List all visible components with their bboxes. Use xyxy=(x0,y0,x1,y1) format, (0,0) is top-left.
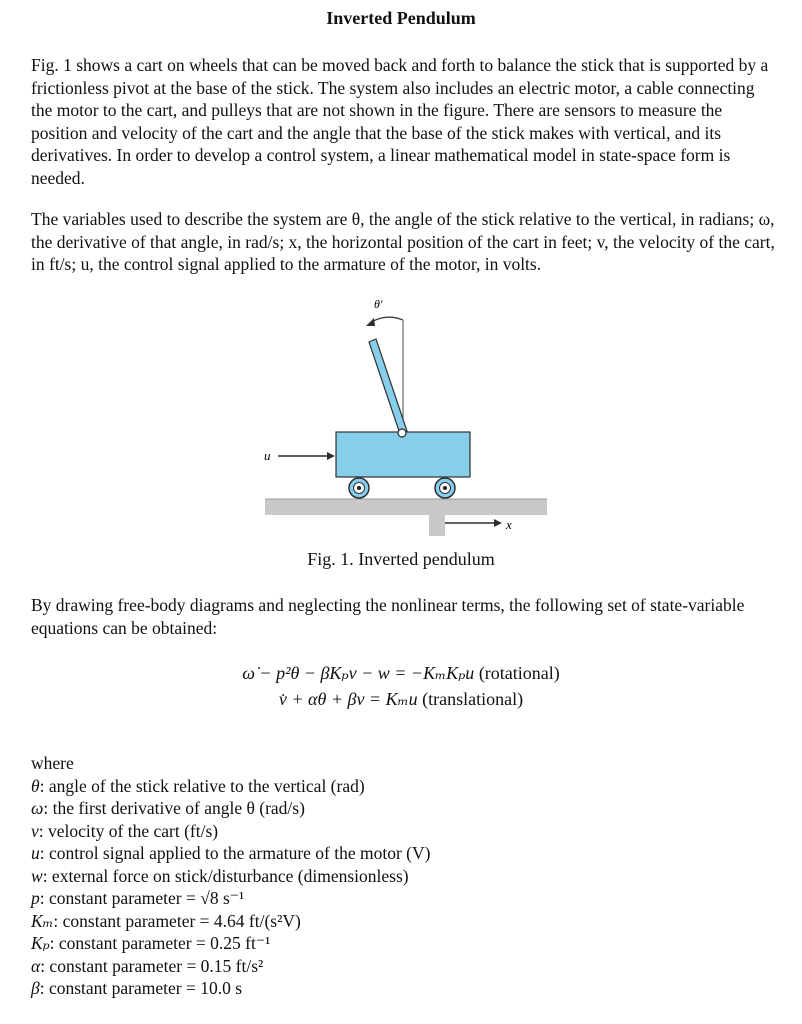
where-label: where xyxy=(31,753,74,773)
definition-item: Kₘ: constant parameter = 4.64 ft/(s²V) xyxy=(31,910,301,931)
state-equations xyxy=(0,660,802,712)
variables-paragraph: The variables used to describe the system are θ, the angle of the stick relative to the vertical, in radians; ω, the derivative of that angle, in rad/s; x, the horizontal position of the cart in feet; v, the velocity of the cart, in ft/s; u, the control signal applied to the armature of the motor, in volts. xyxy=(31,209,775,274)
definition-item: β: constant parameter = 10.0 s xyxy=(31,978,243,998)
x-axis-arrowhead xyxy=(494,519,502,527)
input-arrowhead xyxy=(327,452,335,460)
x-axis-label: x xyxy=(506,517,512,532)
ground-step xyxy=(429,515,445,536)
figure-caption: Fig. 1. Inverted pendulum xyxy=(307,549,495,569)
equations-intro-paragraph: By drawing free-body diagrams and neglecting the nonlinear terms, the following set of state-variable equations can be obtained: xyxy=(31,595,745,638)
translational-equation: v̇ + αθ + βv = Kₘu (translational) xyxy=(278,689,524,709)
definition-item: α: constant parameter = 0.15 ft/s² xyxy=(31,955,264,976)
cart-body xyxy=(336,432,470,477)
left-wheel-axle xyxy=(357,486,361,490)
ground-surface xyxy=(265,499,547,515)
definition-item: θ: angle of the stick relative to the vertical (rad) xyxy=(31,775,365,796)
definition-item: ω: the first derivative of angle θ (rad/s) xyxy=(31,798,305,818)
pivot-joint xyxy=(398,429,406,437)
definition-item: v: velocity of the cart (ft/s) xyxy=(31,820,219,841)
definition-item: p: constant parameter = √8 s⁻¹ xyxy=(31,888,245,908)
pendulum-stick xyxy=(369,339,407,434)
definition-item: u: control signal applied to the armature of the motor (V) xyxy=(31,843,431,863)
intro-paragraph: Fig. 1 shows a cart on wheels that can be moved back and forth to balance the stick that is supported by a frictionless pivot at the base of the stick. The system also includes an electric motor, a cable connecting the motor to the cart, and pulleys that are not shown in the figure. There are sensors to measure the position and velocity of the cart and the angle that the base of the stick makes with vertical, and its derivatives. In order to develop a control system, a linear mathematical model in state-space form is needed. xyxy=(31,55,769,188)
angle-label: θ' xyxy=(374,297,383,311)
right-wheel-axle xyxy=(443,486,447,490)
input-label: u xyxy=(264,448,271,463)
definition-item: w: external force on stick/disturbance (dimensionless) xyxy=(31,865,409,886)
rotational-equation: ω̇ − p²θ − βKₚv − w = −KₘKₚu (rotational) xyxy=(242,663,560,683)
angle-arc xyxy=(370,317,403,323)
page-title: Inverted Pendulum xyxy=(326,8,476,28)
angle-arc-arrowhead xyxy=(366,318,375,326)
inverted-pendulum-figure xyxy=(258,296,553,536)
definition-item: Kₚ: constant parameter = 0.25 ft⁻¹ xyxy=(31,933,271,953)
definitions-list xyxy=(31,752,430,1000)
